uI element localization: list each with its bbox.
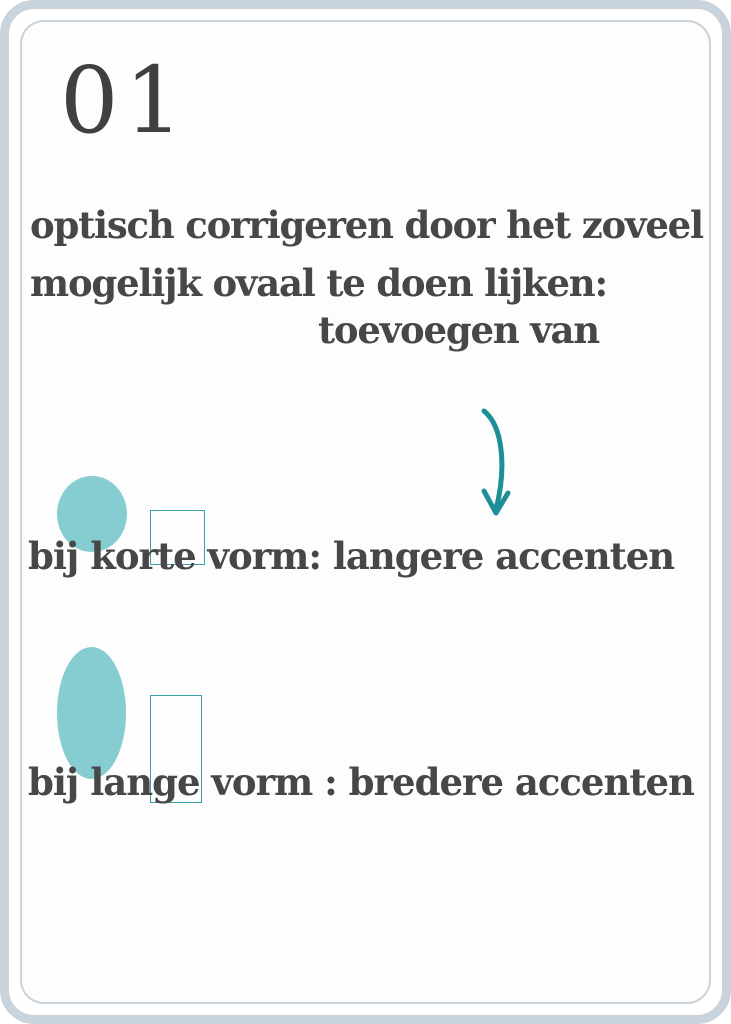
long-form-text: bij lange vorm : bredere accenten xyxy=(28,760,694,804)
card-subheading: toevoegen van xyxy=(318,308,599,352)
curved-down-arrow-icon xyxy=(470,405,530,525)
card-number: 01 xyxy=(60,47,190,154)
short-form-text: bij korte vorm: langere accenten xyxy=(28,534,675,578)
heading-line-1: optisch corrigeren door het zoveel xyxy=(30,203,703,247)
heading-line-2: mogelijk ovaal te doen lijken: xyxy=(30,261,607,305)
card-heading xyxy=(30,196,720,312)
